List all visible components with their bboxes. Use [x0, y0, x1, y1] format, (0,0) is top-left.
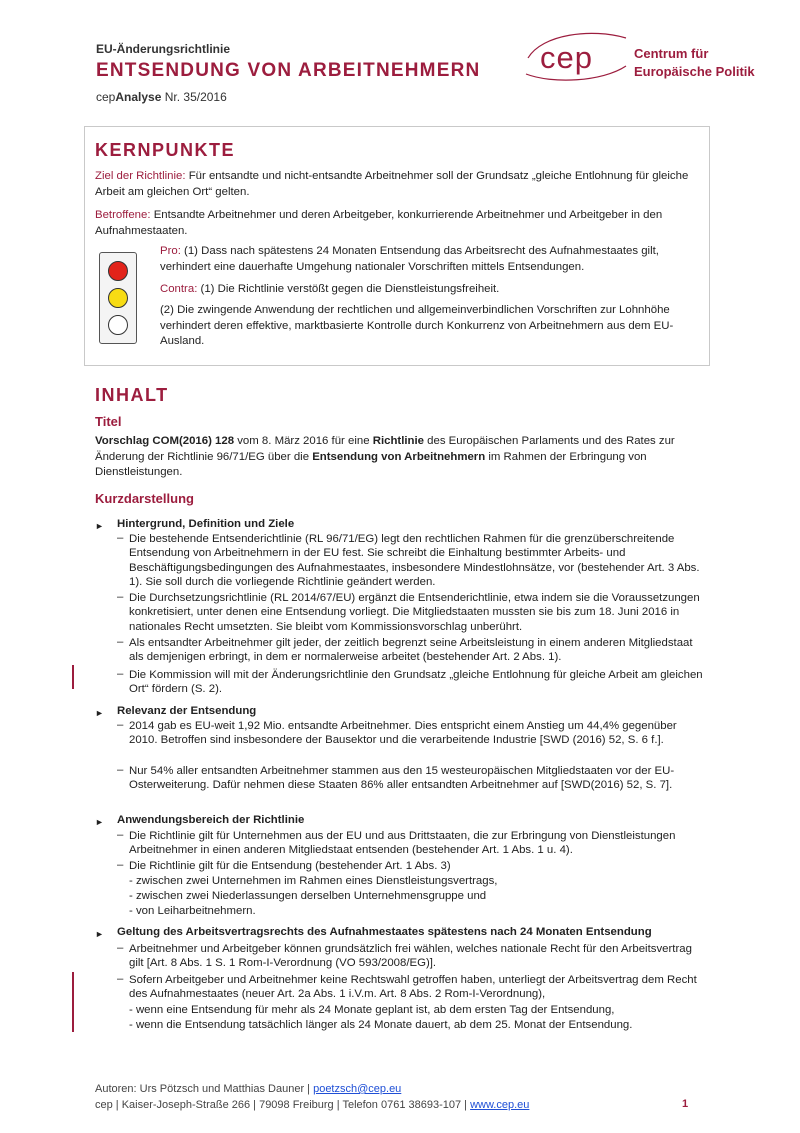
title-proposal: Vorschlag COM(2016) 128 — [95, 435, 235, 447]
content-title: INHALT — [95, 385, 169, 405]
section-arrow-icon: ► — [95, 708, 104, 718]
dash-icon: – — [117, 942, 124, 954]
key-point-pro-text: (1) Dass nach spätestens 24 Monaten Entsendung das Arbeitsrecht des Aufnahmestaates gilt, verhindert eine dauerhafte Umgehung nationaler Vorschriften mittels Entsendungen. — [160, 245, 659, 273]
title-text — [95, 434, 707, 481]
website-link[interactable]: www.cep.eu — [470, 1099, 530, 1111]
dash-icon: – — [117, 636, 124, 648]
dash-icon: – — [117, 829, 124, 841]
sub-list-item: - zwischen zwei Unternehmen im Rahmen eines Dienstleistungsvertrags, — [129, 875, 498, 887]
organization-line-1: Centrum für — [634, 46, 709, 61]
sub-list-item: - zwischen zwei Niederlassungen derselben Unternehmensgruppe und — [129, 890, 487, 902]
title-subject: Entsendung von Arbeitnehmern — [312, 450, 486, 463]
document-type: EU-Änderungsrichtlinie — [96, 42, 231, 56]
list-item: Die Richtlinie gilt für die Entsendung (bestehender Art. 1 Abs. 3) — [129, 860, 451, 872]
title-date: vom 8. März 2016 für eine — [234, 435, 373, 447]
key-point-affected-label: Betroffene: — [95, 209, 151, 221]
author-email-link[interactable]: poetzsch@cep.eu — [313, 1083, 402, 1095]
key-point-goal — [95, 169, 700, 200]
dash-icon: – — [117, 859, 124, 871]
section-heading: Anwendungsbereich der Richtlinie — [117, 814, 305, 826]
title-end: im Rahmen der Erbringung von Dienstleistungen. — [95, 450, 647, 478]
key-point-contra-2: (2) Die zwingende Anwendung der rechtlichen und allgemeinverbindlichen Vorschriften zur Lohnhöhe verhindert deren effektive, marktbasierte Kontrolle durch Konkurrenz von Arbeitnehmern aus dem EU-Ausland. — [160, 304, 674, 347]
dash-icon: – — [117, 764, 124, 776]
dash-icon: – — [117, 532, 124, 544]
section-heading: Relevanz der Entsendung — [117, 705, 257, 717]
off-lamp-icon — [108, 315, 128, 335]
list-item: Arbeitnehmer und Arbeitgeber können grundsätzlich frei wählen, welches nationale Recht für den Arbeitsvertrag gilt [Art. 8 Abs. 1 S. 1 Rom-I-Verordnung (VO 593/2008/EG)]. — [129, 943, 692, 970]
traffic-light-icon — [99, 252, 137, 344]
red-lamp-icon — [108, 261, 128, 281]
organization-name — [634, 45, 755, 81]
section-heading: Geltung des Arbeitsvertragsrechts des Aufnahmestaates spätestens nach 24 Monaten Entsendung — [117, 926, 652, 938]
sub-list-item: - von Leiharbeitnehmern. — [129, 905, 256, 917]
cep-logo: cep — [540, 40, 593, 75]
key-point-affected-text: Entsandte Arbeitnehmer und deren Arbeitgeber, konkurrierende Arbeitnehmer und Arbeitgeber in den Aufnahmestaaten. — [95, 209, 663, 237]
key-point-pro-label: Pro: — [160, 245, 181, 257]
dash-icon: – — [117, 719, 124, 731]
list-item: Nur 54% aller entsandten Arbeitnehmer stammen aus den 15 westeuropäischen Mitgliedstaaten vor der EU-Osterweiterung. Dafür nehmen diese Staaten 86% aller entsandten Arbeitnehmer auf [SWD(2016) 52, S. 7]. — [129, 765, 675, 792]
footer-authors-text: Autoren: Urs Pötzsch und Matthias Dauner | — [95, 1083, 314, 1095]
key-point-pro — [160, 244, 700, 275]
analysis-number-value: Nr. 35/2016 — [161, 90, 227, 104]
organization-line-2: Europäische Politik — [634, 64, 755, 79]
section-heading: Hintergrund, Definition und Ziele — [117, 518, 295, 530]
list-item: Als entsandter Arbeitnehmer gilt jeder, der zeitlich begrenzt seine Arbeitsleistung in einem anderen Mitgliedstaat als demjenigen erbringt, in dem er normalerweise arbeitet (bestehender Art. 2 Abs. 1). — [129, 637, 693, 664]
page-number: 1 — [682, 1098, 689, 1110]
key-point-contra-text: (1) Die Richtlinie verstößt gegen die Dienstleistungsfreiheit. — [197, 283, 500, 295]
analysis-label: Analyse — [115, 90, 162, 104]
title-directive: Richtlinie — [372, 435, 424, 447]
footer-address — [95, 1099, 529, 1111]
summary-heading: Kurzdarstellung — [95, 491, 194, 506]
list-item: Sofern Arbeitgeber und Arbeitnehmer keine Rechtswahl getroffen haben, unterliegt der Arbeitsvertrag dem Recht des Aufnahmestaates (neuer Art. 2a Abs. 1 i.V.m. Art. 8 Abs. 2 Rom-I-Verordnung), — [129, 974, 697, 1001]
analysis-prefix: cep — [96, 90, 116, 104]
margin-marker — [72, 972, 74, 1032]
dash-icon: – — [117, 591, 124, 603]
key-point-goal-text: Für entsandte und nicht-entsandte Arbeitnehmer soll der Grundsatz „gleiche Entlohnung für gleiche Arbeit am gleichen Ort“ gelten. — [95, 170, 689, 198]
title-middle: des Europäischen Parlaments und des Rates zur Änderung der Richtlinie 96/71/EG über die — [95, 435, 675, 463]
section-arrow-icon: ► — [95, 521, 104, 531]
margin-marker — [72, 665, 74, 689]
dash-icon: – — [117, 668, 124, 680]
list-item: Die bestehende Entsenderichtlinie (RL 96/71/EG) legt den rechtlichen Rahmen für die grenzüberschreitende Entsendung von Arbeitnehmern in der EU fest. Sie schreibt die Einhaltung bestimmter Arbeits- und Beschäftigungsbedingungen des Aufnahmestaates, insbesondere Mindestlohnsätze, vor (bestehender Art. 3 Abs. 1). Sie soll durch die vorliegende Richtlinie geändert werden. — [129, 533, 700, 588]
key-point-contra-label: Contra: — [160, 283, 198, 295]
title-heading: Titel — [95, 414, 122, 429]
sub-list-item: - wenn eine Entsendung für mehr als 24 Monate geplant ist, ab dem ersten Tag der Entsendung, — [129, 1004, 615, 1016]
list-item: 2014 gab es EU-weit 1,92 Mio. entsandte Arbeitnehmer. Dies entspricht einem Anstieg um 44,4% gegenüber 2010. Betroffen sind insbesondere der Bausektor und die verarbeitende Industrie [SWD (2016) 52, S. 6 f.]. — [129, 720, 677, 747]
footer-address-text: cep | Kaiser-Joseph-Straße 266 | 79098 Freiburg | Telefon 0761 38693-107 | — [95, 1099, 471, 1111]
key-points-title: KERNPUNKTE — [95, 140, 236, 160]
document-title: ENTSENDUNG VON ARBEITNEHMERN — [96, 60, 481, 81]
section-arrow-icon: ► — [95, 929, 104, 939]
key-point-affected — [95, 208, 700, 239]
key-point-contra — [160, 282, 700, 298]
section-arrow-icon: ► — [95, 817, 104, 827]
list-item: Die Richtlinie gilt für Unternehmen aus der EU und aus Drittstaaten, die zur Erbringung von Dienstleistungen Arbeitnehmer in einen anderen Mitgliedstaat entsenden (bestehender Art. 1 Abs. 1 u. 4). — [129, 830, 676, 857]
list-item: Die Durchsetzungsrichtlinie (RL 2014/67/EU) ergänzt die Entsenderichtlinie, etwa indem sie die Voraussetzungen konkretisiert, unter denen eine Entsendung vorliegt. Die Mitgliedstaaten mussten sie bis zum 18. Juni 2016 in nationales Recht umsetzten. Sie bleibt vom Kommissionsvorschlag unberührt. — [129, 592, 700, 633]
key-point-goal-label: Ziel der Richtlinie: — [95, 170, 186, 182]
sub-list-item: - wenn die Entsendung tatsächlich länger als 24 Monate dauert, ab dem 25. Monat der Entsendung. — [129, 1019, 633, 1031]
footer-authors — [95, 1083, 401, 1095]
dash-icon: – — [117, 973, 124, 985]
analysis-number — [96, 90, 227, 104]
yellow-lamp-icon — [108, 288, 128, 308]
list-item: Die Kommission will mit der Änderungsrichtlinie den Grundsatz „gleiche Entlohnung für gleiche Arbeit am gleichen Ort“ fördern (S. 2). — [129, 669, 703, 696]
